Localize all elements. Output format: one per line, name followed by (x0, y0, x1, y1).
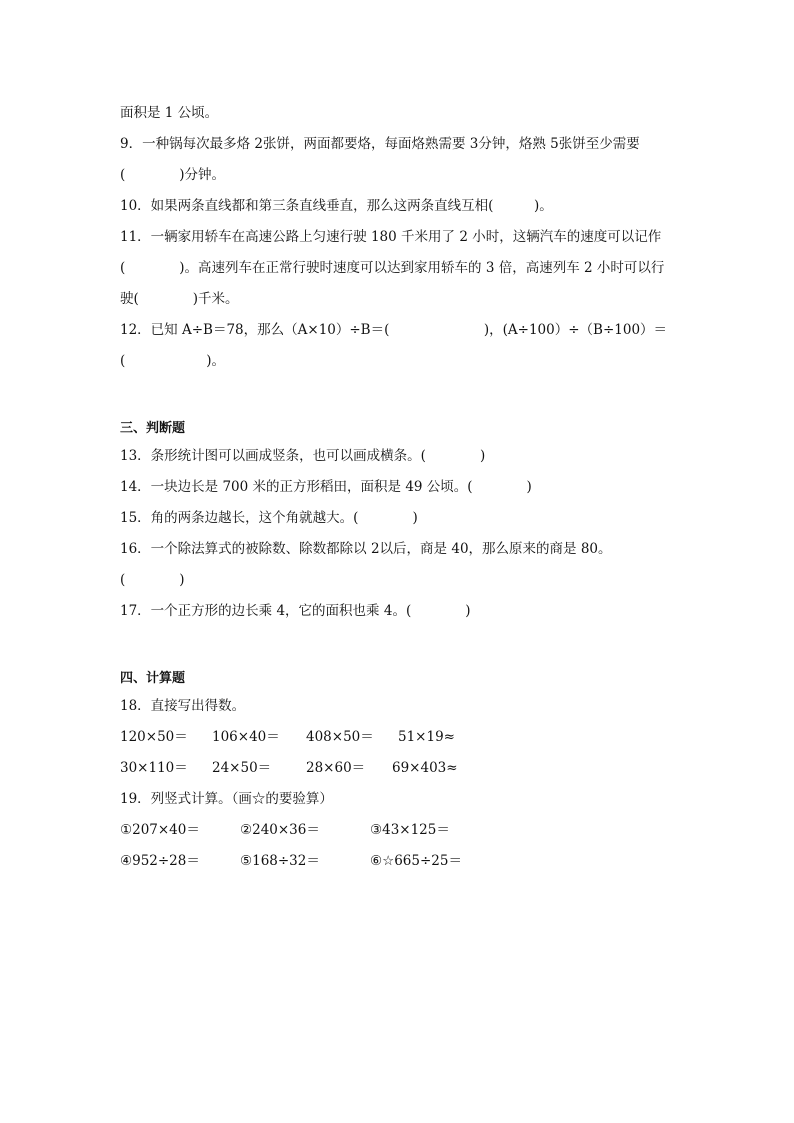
question-14: 14．一块边长是 700 米的正方形稻田，面积是 49 公顷。( ) (120, 479, 532, 495)
section-4-title: 四、计算题 (120, 671, 186, 686)
q19-item: ⑤168÷32＝ (240, 853, 320, 869)
question-18-prompt: 18．直接写出得数。 (120, 698, 246, 714)
q18-item: 51×19≈ (398, 729, 455, 745)
q18-item: 408×50＝ (306, 729, 374, 745)
q18-item: 69×403≈ (392, 760, 458, 776)
section-3-title: 三、判断题 (120, 421, 186, 436)
q18-item: 120×50＝ (120, 729, 188, 745)
question-13: 13．条形统计图可以画成竖条，也可以画成横条。( ) (120, 448, 486, 464)
question-16-line2: ( ) (120, 572, 185, 588)
question-16-line1: 16．一个除法算式的被除数、除数都除以 2以后，商是 40，那么原来的商是 80。 (120, 541, 612, 557)
question-12-line2: ( )。 (120, 353, 226, 369)
q19-item: ④952÷28＝ (120, 853, 200, 869)
question-11-line1: 11．一辆家用轿车在高速公路上匀速行驶 180 千米用了 2 小时，这辆汽车的速度可以记作 (120, 229, 662, 245)
q18-item: 106×40＝ (212, 729, 280, 745)
q19-item: ⑥☆665÷25＝ (370, 853, 462, 869)
q18-item: 24×50＝ (212, 760, 272, 776)
question-9-line1: 9．一种锅每次最多烙 2张饼，两面都要烙，每面烙熟需要 3分钟，烙熟 5张饼至少需要 (120, 136, 640, 152)
q19-item: ②240×36＝ (240, 822, 320, 838)
question-10: 10．如果两条直线都和第三条直线垂直，那么这两条直线互相( )。 (120, 198, 553, 214)
question-12-line1: 12．已知 A÷B＝78，那么（A×10）÷B＝( )，(A÷100）÷（B÷100）＝ (120, 322, 668, 338)
q18-item: 30×110＝ (120, 760, 188, 776)
question-11-line3: 驶( )千米。 (120, 291, 239, 307)
question-15: 15．角的两条边越长，这个角就越大。( ) (120, 510, 418, 526)
question-17: 17．一个正方形的边长乘 4，它的面积也乘 4。( ) (120, 603, 471, 619)
continuation-text: 面积是 1 公顷。 (120, 105, 219, 121)
q18-item: 28×60＝ (306, 760, 366, 776)
question-11-line2: ( )。高速列车在正常行驶时速度可以达到家用轿车的 3 倍，高速列车 2 小时可以行 (120, 260, 665, 276)
q19-item: ③43×125＝ (370, 822, 450, 838)
q19-item: ①207×40＝ (120, 822, 200, 838)
question-19-prompt: 19．列竖式计算。（画☆的要验算） (120, 791, 333, 807)
question-9-line2: ( )分钟。 (120, 167, 226, 183)
